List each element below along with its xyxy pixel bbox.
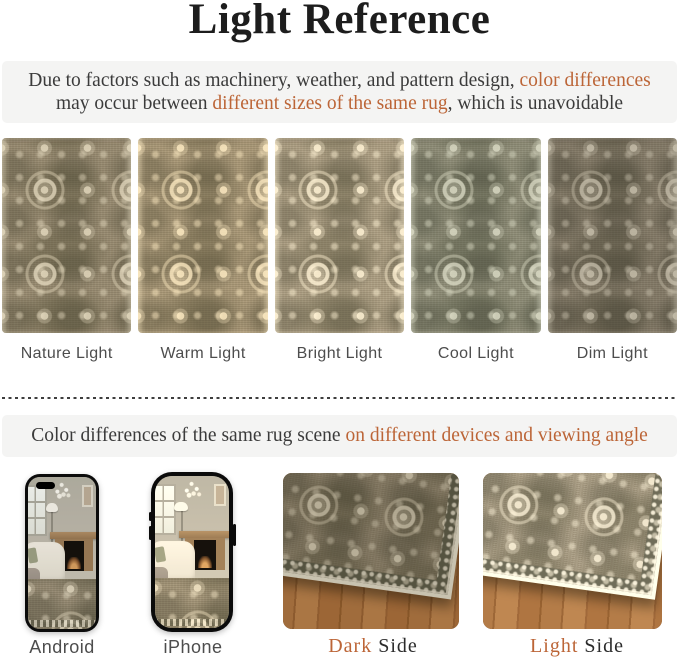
android-screen [28,477,96,629]
mantel-shape [179,531,229,538]
dark-side-label [303,635,443,658]
iphone-label: iPhone [163,637,223,657]
label-dim-light: Dim Light [576,345,648,362]
picture-frame-shape [82,485,93,508]
label-warm-light: Warm Light [160,345,246,362]
intro-note-line2 [2,92,677,115]
rug-photo-bright-light [275,138,404,333]
dashed-divider [2,397,676,399]
label-nature-light: Nature Light [20,345,113,362]
intro-text-2: may occur between [55,93,213,114]
intro-note [2,61,677,123]
label-bright-light: Bright Light [296,345,383,362]
living-room-scene [155,476,229,628]
rug-field-shape [283,473,452,580]
rug-photo-dim-light [548,138,677,333]
rug-border-band-shape [483,473,662,595]
floor-lamp-shape [174,502,187,511]
fire-glow-shape [67,557,81,569]
picture-frame-shape [214,484,226,507]
page-title: Light Reference [188,0,491,43]
living-room-scene [28,477,96,629]
iphone-screen [155,476,229,628]
window-shape [28,485,47,537]
dark-side-rest: Side [372,635,418,657]
intro-accent-2: different sizes of the same rug [212,93,448,114]
dark-side-photo [283,473,459,629]
floor-rug-shape [28,579,96,629]
firebox-shape [194,540,215,570]
fire-glow-shape [198,556,213,568]
light-side-accent: Light [530,635,579,657]
iphone-mockup [151,472,233,632]
intro-accent-1: color differences [519,70,651,91]
flower-bouquet-shape [183,478,202,499]
rug-image [548,138,677,333]
android-phone-mockup [25,474,99,632]
window-shape [155,484,176,536]
intro-text-1: Due to factors such as machinery, weather, and pattern design, [28,70,520,91]
mantel-shape [50,532,96,539]
volume-button-shape [149,512,152,521]
lighting-comparison-row [2,138,677,333]
light-side-label [507,635,647,658]
intro-note-line1 [2,69,677,92]
rug-photo-nature-light [2,138,131,333]
rug-field-shape [483,473,655,580]
firebox-shape [64,541,83,571]
camera-cutout-icon [36,482,55,489]
flower-bouquet-shape [54,479,71,500]
rug-border-band-shape [28,620,96,626]
android-label: Android [29,637,95,657]
device-note-text: Color differences of the same rug scene [31,425,346,446]
rug-image [411,138,540,333]
lighting-labels-row [2,345,677,363]
floor-rug-shape [155,578,229,628]
rug-image [275,138,404,333]
rug-image [2,138,131,333]
device-note-accent: on different devices and viewing angle [345,425,648,446]
floor-lamp-shape [46,503,58,512]
rug-border-band-shape [283,473,459,594]
rug-photo-cool-light [411,138,540,333]
intro-text-3: , which is unavoidable [447,93,624,114]
rug-border-band-shape [155,619,229,625]
light-side-rest: Side [578,635,624,657]
dark-side-accent: Dark [328,635,373,657]
label-cool-light: Cool Light [437,345,514,362]
power-button-shape [233,524,236,546]
volume-button-shape [149,526,152,540]
rug-photo-warm-light [138,138,267,333]
rug-image [138,138,267,333]
light-side-photo [483,473,662,629]
device-note [2,415,677,457]
